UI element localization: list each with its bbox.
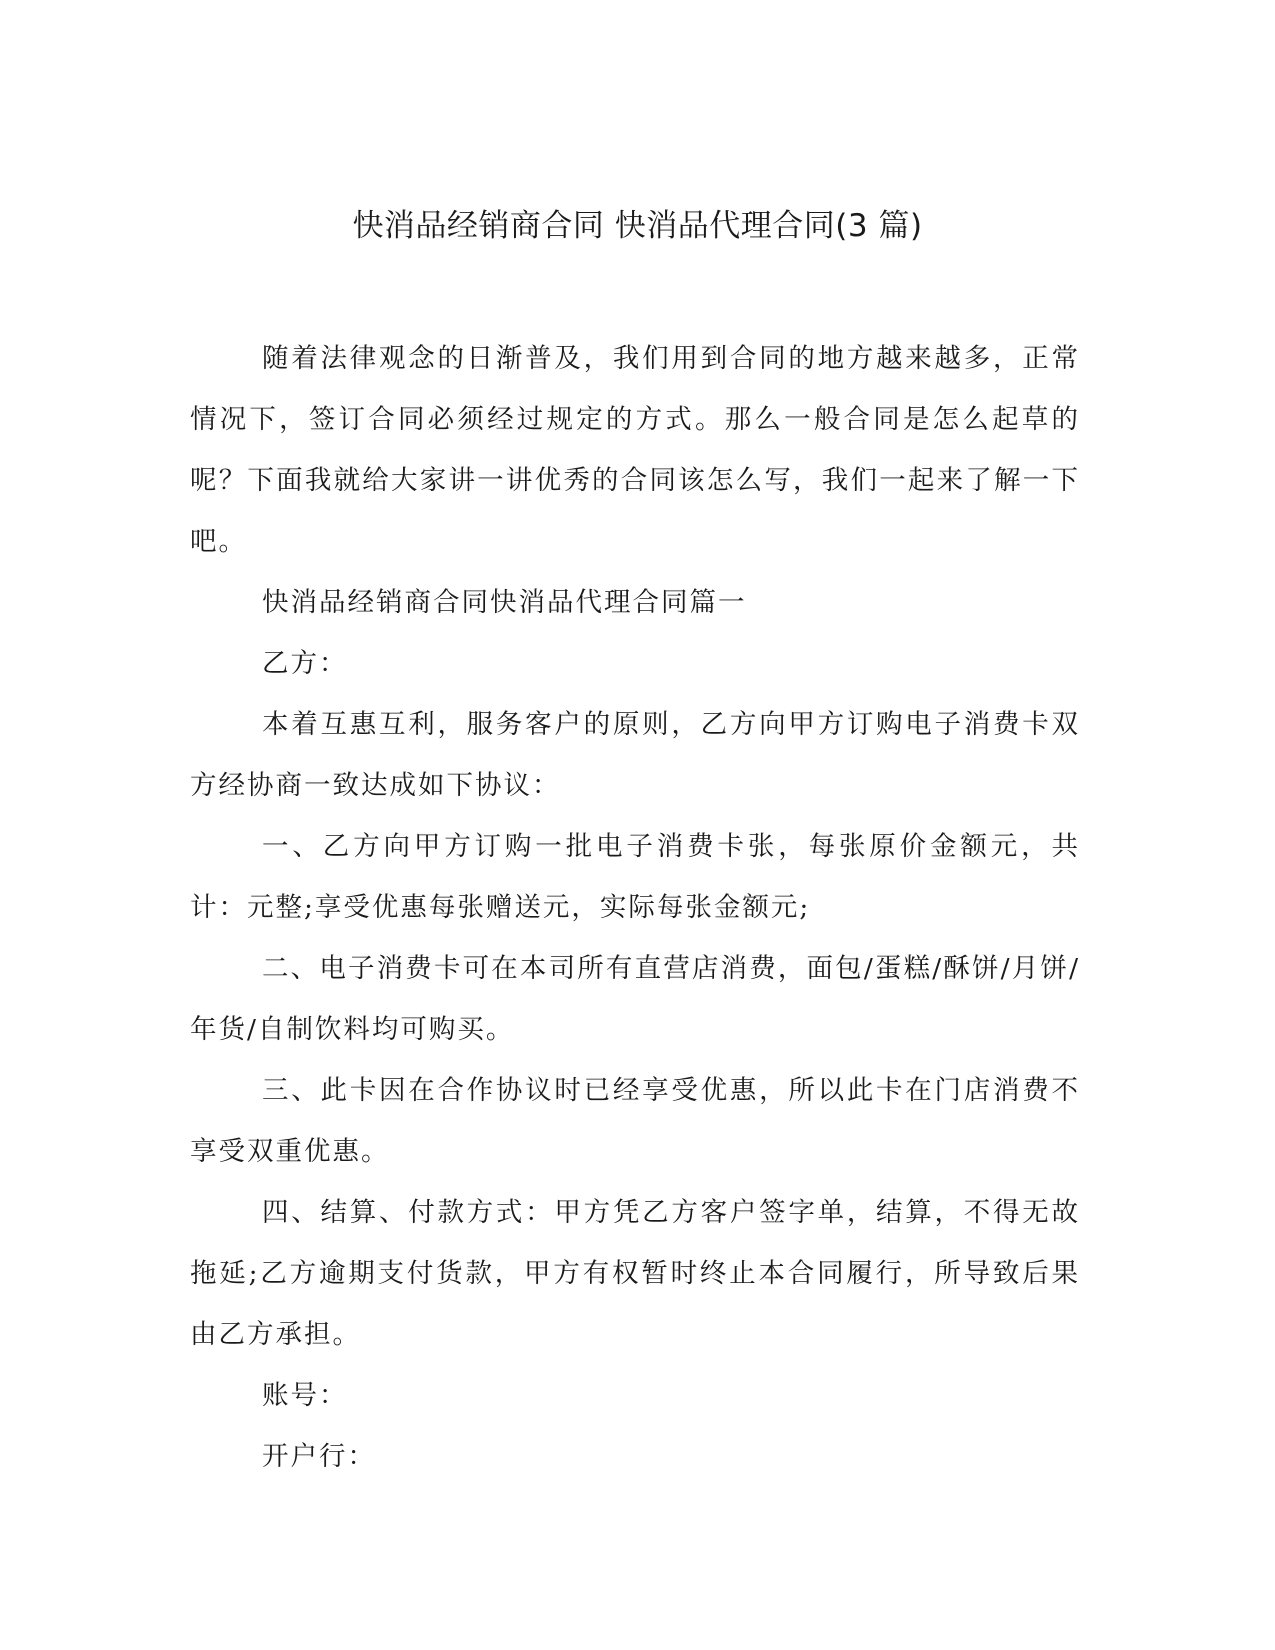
bank-label: 开户行： <box>262 1441 376 1472</box>
agreement-preamble: 本着互惠互利，服务客户的原则，乙方向甲方订购电子消费卡双方经协商一致达成如下协议： <box>190 709 1080 801</box>
party-b-label: 乙方： <box>262 648 348 679</box>
clause-2: 二、电子消费卡可在本司所有直营店消费，面包/蛋糕/酥饼/月饼/年货/自制饮料均可购买。 <box>190 953 1080 1045</box>
document-title: 快消品经销商合同 快消品代理合同(3 篇) <box>352 208 923 244</box>
section-heading: 快消品经销商合同快消品代理合同篇一 <box>262 587 747 618</box>
clause-1: 一、乙方向甲方订购一批电子消费卡张，每张原价金额元，共计：元整;享受优惠每张赠送元，实际每张金额元; <box>190 831 1080 923</box>
clause-4: 四、结算、付款方式：甲方凭乙方客户签字单，结算，不得无故拖延;乙方逾期支付货款，甲方有权暂时终止本合同履行，所导致后果由乙方承担。 <box>190 1197 1080 1350</box>
clause-3: 三、此卡因在合作协议时已经享受优惠，所以此卡在门店消费不享受双重优惠。 <box>190 1075 1080 1167</box>
account-number-label: 账号： <box>262 1380 348 1411</box>
intro-paragraph: 随着法律观念的日渐普及，我们用到合同的地方越来越多，正常情况下，签订合同必须经过规定的方式。那么一般合同是怎么起草的呢？下面我就给大家讲一讲优秀的合同该怎么写，我们一起来了解一下吧。 <box>190 343 1080 557</box>
document-body <box>190 328 1080 1487</box>
